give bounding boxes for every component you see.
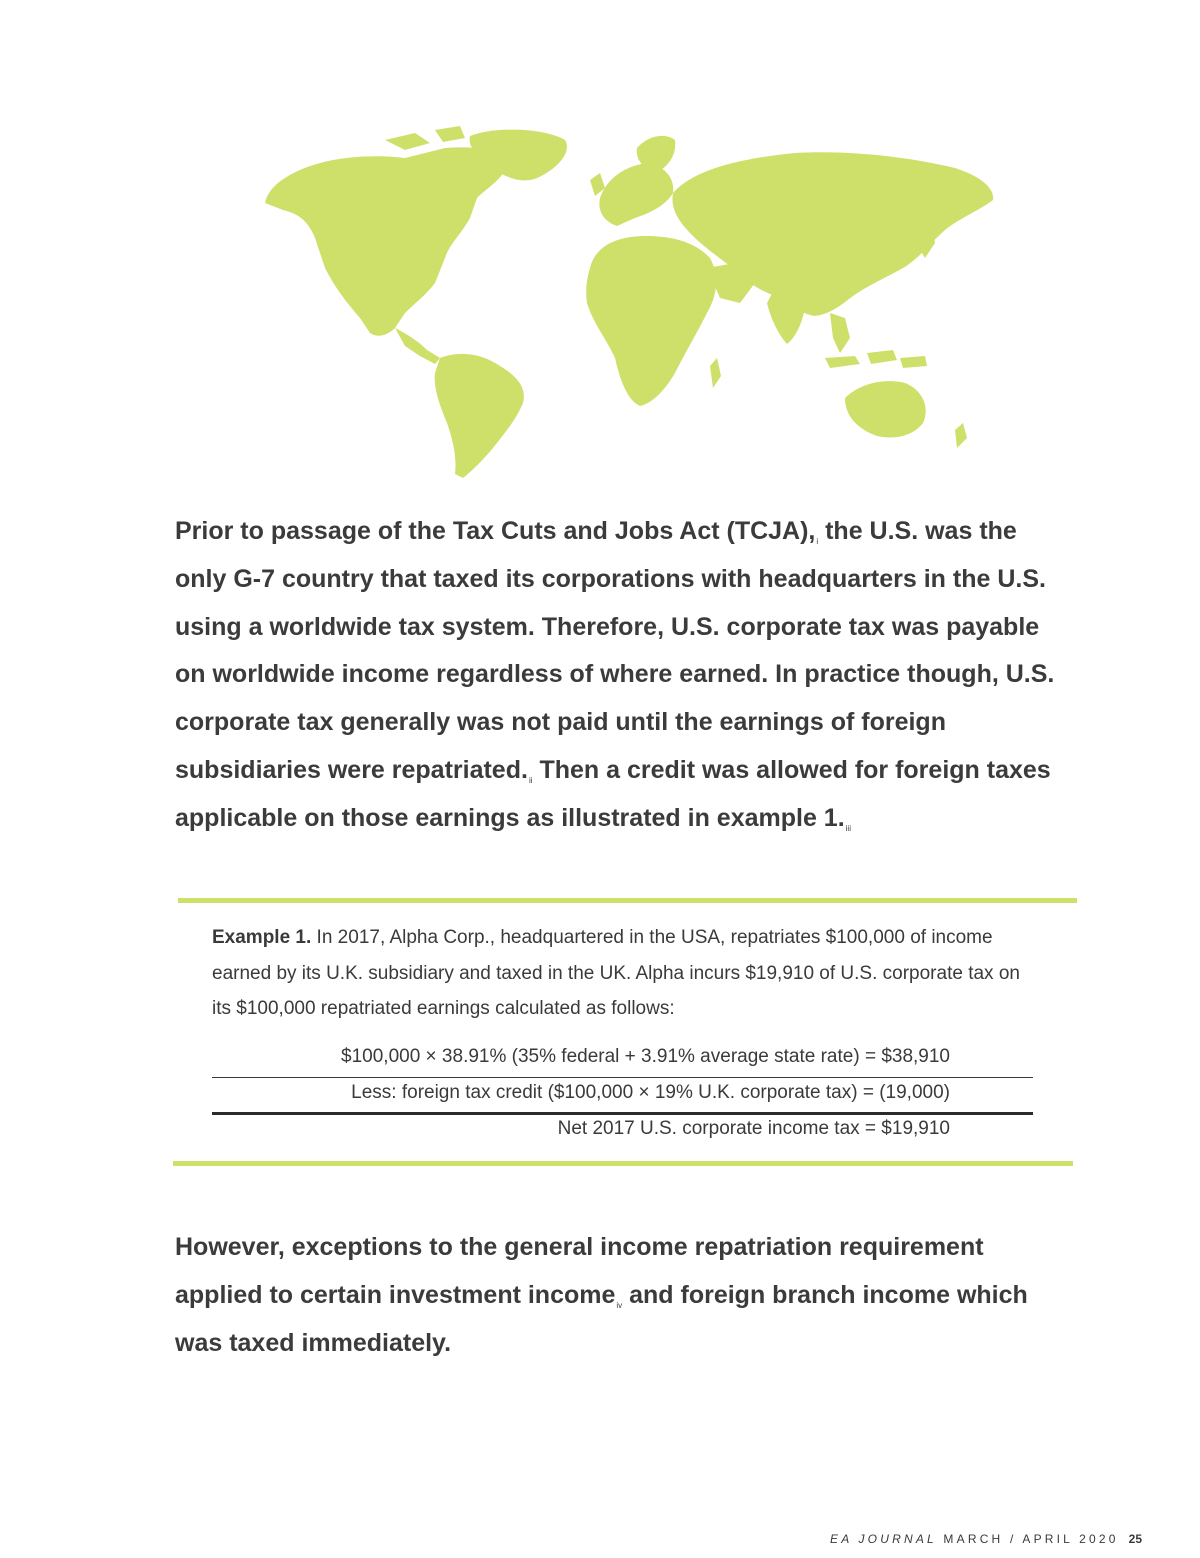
example-top-rule <box>178 898 1077 903</box>
intro-text-3: Then a credit was allowed for foreign taxes applicable on those earnings as illustrated in example 1. <box>175 755 1051 832</box>
example-bottom-rule <box>173 1161 1073 1166</box>
endnote-marker-iii: iii <box>845 823 851 833</box>
outro-paragraph <box>175 1224 1075 1367</box>
example-label: Example 1. <box>212 927 312 948</box>
intro-text-1: Prior to passage of the Tax Cuts and Jobs Act (TCJA), <box>175 517 816 545</box>
page-footer <box>830 1532 1142 1546</box>
page-number: 25 <box>1128 1532 1142 1546</box>
intro-text-2: the U.S. was the only G-7 country that taxed its corporations with headquarters in the U.S. using a worldwide tax system. Therefore, U.S. corporate tax was payable on worldwide income regardless of where earned. In practice though, U.S. corporate tax generally was not paid until the earnings of foreign subsidiaries were repatriated. <box>175 517 1055 784</box>
calc-thin-rule <box>212 1077 1033 1078</box>
outro-text-2: and foreign branch income which was taxed immediately. <box>175 1280 1028 1357</box>
journal-name: EA JOURNAL <box>829 1532 937 1546</box>
intro-paragraph <box>175 508 1075 843</box>
calc-thick-rule <box>212 1112 1033 1115</box>
issue-date: MARCH / APRIL 2020 <box>936 1532 1119 1546</box>
world-map-illustration <box>255 118 1005 483</box>
outro-text-1: However, exceptions to the general income repatriation requirement applied to certain investment income <box>175 1233 984 1309</box>
calc-row-foreign-credit: Less: foreign tax credit ($100,000 × 19% U.K. corporate tax) = (19,000) <box>351 1082 950 1103</box>
calc-row-gross-tax: $100,000 × 38.91% (35% federal + 3.91% average state rate) = $38,910 <box>341 1046 950 1067</box>
example-paragraph <box>212 920 1042 1027</box>
endnote-marker-iv: iv <box>616 1300 623 1310</box>
endnote-marker-i: i <box>816 537 819 546</box>
example-body: In 2017, Alpha Corp., headquartered in the USA, repatriates $100,000 of income earned by its U.K. subsidiary and taxed in the UK. Alpha incurs $19,910 of U.S. corporate tax on its $100,000 repatriated earnings calculated as follows: <box>212 927 1020 1019</box>
endnote-marker-ii: ii <box>528 775 533 785</box>
calc-row-net-tax: Net 2017 U.S. corporate income tax = $19,910 <box>557 1118 950 1139</box>
